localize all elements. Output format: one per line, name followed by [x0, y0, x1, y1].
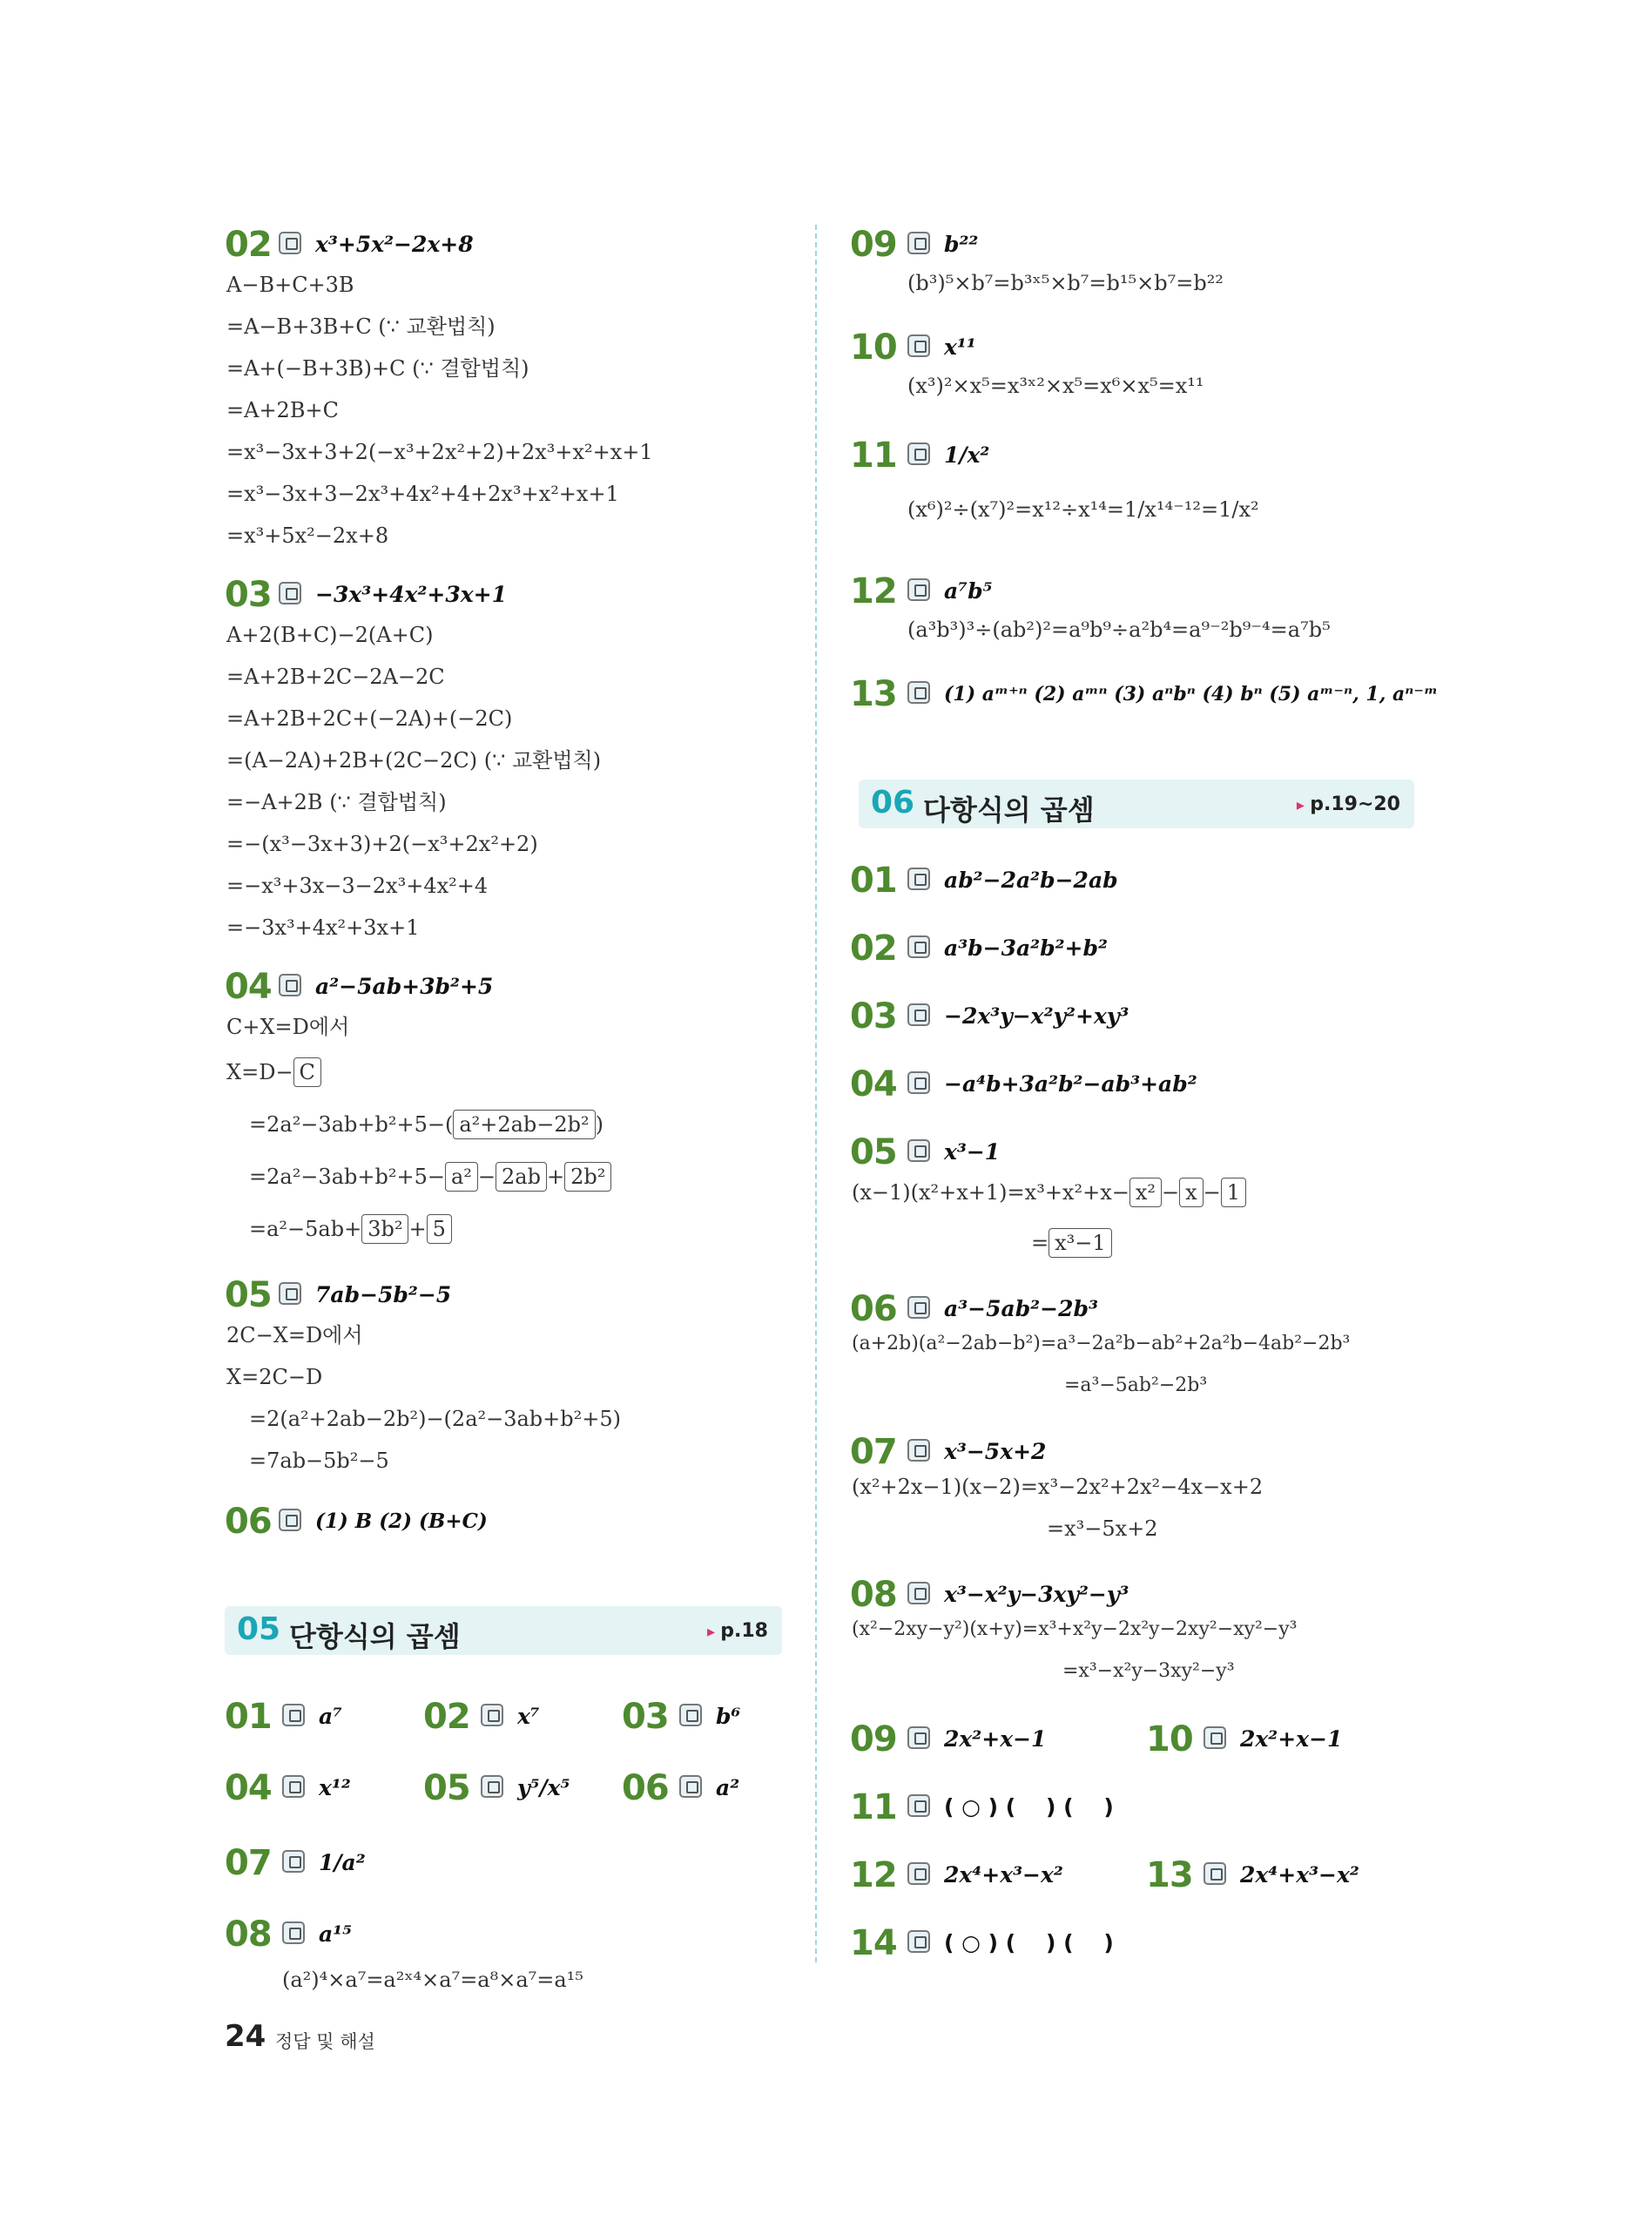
work-line: =x³+5x²−2x+8 [226, 523, 389, 548]
expr: X=D− [226, 1060, 293, 1084]
work-line: X=2C−D [226, 1365, 323, 1389]
work-line: A+2(B+C)−2(A+C) [226, 623, 434, 647]
work-line: =A+2B+C [226, 398, 339, 422]
work-line: =7ab−5b²−5 [249, 1449, 389, 1473]
work-line: (x²−2xy−y²)(x+y)=x³+x²y−2x²y−2xy²−xy²−y³ [852, 1618, 1298, 1640]
problem-number: 05 [423, 1768, 470, 1808]
expr: ) [595, 1112, 604, 1137]
answer-icon [481, 1775, 503, 1798]
problem-number: 12 [850, 1855, 897, 1895]
work-line: =−A+2B (∵ 결합법칙) [226, 790, 447, 814]
work-line [852, 1175, 1246, 1210]
problem-number: 04 [225, 967, 272, 1007]
page-number: 24 [225, 2019, 266, 2054]
answer: y⁵/x⁵ [517, 1775, 570, 1800]
expr: =2a²−3ab+b²+5−( [249, 1112, 454, 1137]
answer-icon [907, 681, 930, 704]
work-line: (b³)⁵×b⁷=b³ˣ⁵×b⁷=b¹⁵×b⁷=b²² [907, 271, 1224, 295]
answer: −a⁴b+3a²b²−ab³+ab² [944, 1071, 1197, 1097]
answer-icon [907, 1582, 930, 1604]
work-line: (a³b³)³÷(ab²)²=a⁹b⁹÷a²b⁴=a⁹⁻²b⁹⁻⁴=a⁷b⁵ [907, 618, 1331, 642]
problem-number: 14 [850, 1923, 897, 1963]
answer: x³−5x+2 [944, 1439, 1047, 1464]
answer: a³−5ab²−2b³ [944, 1296, 1098, 1321]
work-line: =2(a²+2ab−2b²)−(2a²−3ab+b²+5) [249, 1407, 622, 1431]
problem-number: 06 [225, 1502, 272, 1542]
blank-box: 1 [1221, 1178, 1246, 1207]
blank-box: 3b² [361, 1214, 408, 1244]
expr: + [408, 1217, 427, 1241]
problem-number: 09 [850, 1719, 897, 1759]
answer-icon [282, 1704, 305, 1726]
work-line [226, 1055, 321, 1090]
answer-icon [907, 868, 930, 890]
answer-icon [907, 1296, 930, 1319]
answer: b⁶ [716, 1704, 741, 1729]
answer-icon [907, 1003, 930, 1026]
answer: a⁷b⁵ [944, 578, 993, 604]
answer: 1/a² [319, 1850, 366, 1875]
answer: −3x³+4x²+3x+1 [315, 582, 507, 607]
answer: 2x⁴+x³−x² [944, 1862, 1063, 1887]
answer: 7ab−5b²−5 [315, 1282, 452, 1307]
work-line: =(A−2A)+2B+(2C−2C) (∵ 교환법칙) [226, 748, 602, 773]
work-line: (a²)⁴×a⁷=a²ˣ⁴×a⁷=a⁸×a⁷=a¹⁵ [282, 1968, 583, 1992]
column-divider [815, 225, 817, 1962]
answer: (1) B (2) (B+C) [315, 1509, 488, 1533]
problem-number: 03 [850, 996, 897, 1037]
problem-number: 13 [850, 674, 897, 714]
answer: a⁷ [319, 1704, 343, 1729]
answer-icon [279, 582, 301, 604]
work-line: =−(x³−3x+3)+2(−x³+2x²+2) [226, 832, 538, 856]
answer: a² [716, 1775, 740, 1800]
problem-number: 03 [225, 575, 272, 615]
problem-number: 11 [850, 1787, 897, 1827]
work-line: =x³−3x+3+2(−x³+2x²+2)+2x³+x²+x+1 [226, 440, 653, 464]
work-line: =x³−3x+3−2x³+4x²+4+2x³+x²+x+1 [226, 482, 619, 506]
work-line: =A−B+3B+C (∵ 교환법칙) [226, 314, 496, 339]
answer-icon [279, 1282, 301, 1305]
answer: 2x⁴+x³−x² [1240, 1862, 1359, 1887]
answer: a¹⁵ [319, 1921, 353, 1947]
blank-box: 5 [427, 1214, 452, 1244]
work-line [249, 1159, 611, 1194]
answer: (1) aᵐ⁺ⁿ (2) aᵐⁿ (3) aⁿbⁿ (4) bⁿ (5) aᵐ⁻ⁿ, 1, aⁿ⁻ᵐ [944, 683, 1439, 706]
work-line: 2C−X=D에서 [226, 1323, 363, 1347]
answer: 2x²+x−1 [944, 1726, 1047, 1752]
expr: =2a²−3ab+b²+5− [249, 1165, 445, 1189]
answer: b²² [944, 232, 979, 257]
problem-number: 09 [850, 225, 897, 265]
expr: + [546, 1165, 565, 1189]
work-line: =−x³+3x−3−2x³+4x²+4 [226, 874, 489, 898]
section-header-05 [225, 1606, 782, 1655]
answer-icon [679, 1704, 702, 1726]
answer: x³−x²y−3xy²−y³ [944, 1582, 1129, 1607]
work-line [1031, 1226, 1112, 1260]
answer-icon [907, 578, 930, 601]
answer: ( ○ ) ( ) ( ) [944, 1930, 1114, 1955]
blank-box: x [1179, 1178, 1204, 1207]
answer-icon [679, 1775, 702, 1798]
answer-icon [907, 442, 930, 465]
problem-number: 04 [225, 1768, 272, 1808]
answer: x¹¹ [944, 334, 976, 360]
work-line: =x³−5x+2 [1047, 1516, 1158, 1541]
expr: − [1203, 1180, 1221, 1205]
answer-icon [907, 1794, 930, 1817]
problem-number: 12 [850, 571, 897, 611]
answer: a²−5ab+3b²+5 [315, 974, 494, 999]
blank-box: 2ab [496, 1162, 547, 1192]
answer-icon [481, 1704, 503, 1726]
section-title: 단항식의 곱셈 [289, 1620, 461, 1653]
problem-number: 03 [622, 1697, 669, 1737]
section-header-06 [859, 780, 1414, 828]
work-line [249, 1212, 452, 1246]
work-line: =A+2B+2C+(−2A)+(−2C) [226, 706, 513, 731]
blank-box: a²+2ab−2b² [453, 1110, 595, 1139]
problem-number: 06 [622, 1768, 669, 1808]
problem-number: 02 [423, 1697, 470, 1737]
answer-icon [279, 232, 301, 254]
work-line: (x³)²×x⁵=x³ˣ²×x⁵=x⁶×x⁵=x¹¹ [907, 374, 1204, 398]
answer-icon [907, 232, 930, 254]
work-line [249, 1107, 603, 1142]
expr: − [477, 1165, 496, 1189]
problem-number: 01 [850, 861, 897, 901]
answer-icon [907, 935, 930, 958]
answer-icon [279, 1509, 301, 1531]
problem-number: 05 [225, 1275, 272, 1315]
answer-icon [907, 1862, 930, 1885]
answer-icon [282, 1921, 305, 1944]
answer: x¹² [319, 1775, 351, 1800]
problem-number: 04 [850, 1064, 897, 1104]
expr: =a²−5ab+ [249, 1217, 362, 1241]
answer-icon [1204, 1862, 1226, 1885]
blank-box: C [293, 1057, 321, 1087]
footer-label: 정답 및 해설 [275, 2031, 375, 2052]
problem-number: 01 [225, 1697, 272, 1737]
blank-box: a² [445, 1162, 478, 1192]
answer: x³−1 [944, 1139, 1001, 1165]
problem-number: 05 [850, 1132, 897, 1172]
answer-icon [282, 1775, 305, 1798]
problem-number: 08 [850, 1575, 897, 1615]
section-title: 다항식의 곱셈 [923, 793, 1095, 827]
problem-number: 07 [225, 1843, 272, 1883]
blank-box: 2b² [564, 1162, 611, 1192]
page-reference: ▸ p.19~20 [1297, 793, 1400, 815]
work-line: =A+2B+2C−2A−2C [226, 665, 445, 689]
work-line: =A+(−B+3B)+C (∵ 결합법칙) [226, 356, 529, 381]
work-line: =x³−x²y−3xy²−y³ [1062, 1660, 1235, 1682]
page-reference: ▸ p.18 [707, 1620, 768, 1642]
problem-number: 11 [850, 436, 897, 476]
work-line: =a³−5ab²−2b³ [1064, 1374, 1208, 1396]
problem-number: 13 [1146, 1855, 1193, 1895]
answer: x³+5x²−2x+8 [315, 232, 474, 257]
work-line: =−3x³+4x²+3x+1 [226, 915, 420, 940]
work-line: (a+2b)(a²−2ab−b²)=a³−2a²b−ab²+2a²b−4ab²−2b³ [852, 1333, 1351, 1354]
blank-box: x³−1 [1049, 1228, 1112, 1258]
answer-icon [907, 1930, 930, 1953]
answer: ( ○ ) ( ) ( ) [944, 1794, 1114, 1820]
answer-icon [907, 1071, 930, 1094]
work-line: (x⁶)²÷(x⁷)²=x¹²÷x¹⁴=1/x¹⁴⁻¹²=1/x² [907, 497, 1259, 522]
expr: = [1031, 1231, 1049, 1255]
problem-number: 10 [1146, 1719, 1193, 1759]
answer: x⁷ [517, 1704, 540, 1729]
work-line: (x²+2x−1)(x−2)=x³−2x²+2x²−4x−x+2 [852, 1475, 1264, 1499]
answer-icon [1204, 1726, 1226, 1749]
problem-number: 06 [850, 1289, 897, 1329]
answer: 1/x² [944, 442, 990, 468]
work-line: A−B+C+3B [226, 273, 354, 297]
problem-number: 08 [225, 1914, 272, 1955]
answer-icon [907, 1139, 930, 1162]
expr: − [1162, 1180, 1180, 1205]
answer-icon [282, 1850, 305, 1873]
blank-box: x² [1129, 1178, 1162, 1207]
section-number: 06 [871, 785, 915, 820]
problem-number: 02 [225, 225, 272, 265]
answer-icon [279, 974, 301, 996]
answer-icon [907, 1439, 930, 1462]
answer: ab²−2a²b−2ab [944, 868, 1118, 893]
work-line: C+X=D에서 [226, 1015, 350, 1039]
answer: a³b−3a²b²+b² [944, 935, 1108, 961]
problem-number: 02 [850, 929, 897, 969]
section-number: 05 [237, 1611, 281, 1647]
expr: (x−1)(x²+x+1)=x³+x²+x− [852, 1180, 1129, 1205]
answer: 2x²+x−1 [1240, 1726, 1343, 1752]
problem-number: 10 [850, 328, 897, 368]
answer-icon [907, 334, 930, 357]
answer: −2x³y−x²y²+xy³ [944, 1003, 1129, 1029]
answer-icon [907, 1726, 930, 1749]
problem-number: 07 [850, 1432, 897, 1472]
